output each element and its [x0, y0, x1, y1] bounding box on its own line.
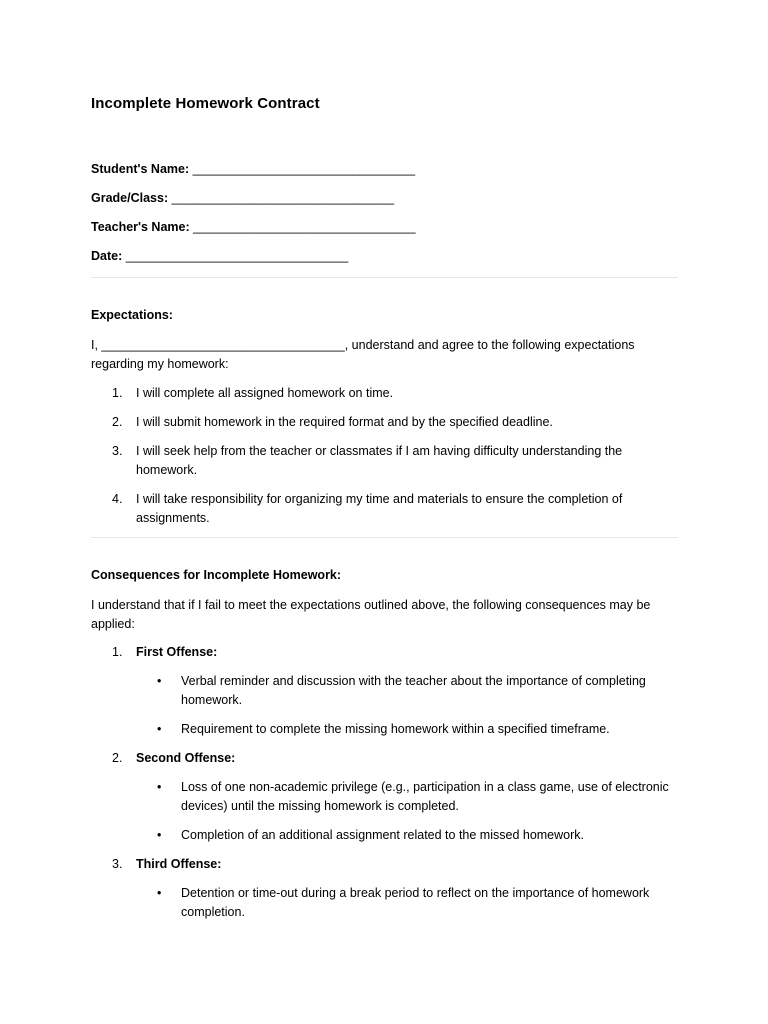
- student-name-field: [91, 162, 415, 176]
- expectation-number: 3.: [112, 444, 123, 458]
- date-field: [91, 249, 348, 263]
- teacher-name-blank: ________________________________: [193, 220, 416, 234]
- offense-label: Second Offense:: [136, 751, 236, 765]
- consequence-text-cont: devices) until the missing homework is completed.: [181, 799, 459, 813]
- offense-number: 3.: [112, 857, 123, 871]
- expectation-text: I will complete all assigned homework on time.: [136, 386, 394, 400]
- grade-class-label: Grade/Class:: [91, 191, 169, 205]
- date-label: Date:: [91, 249, 123, 263]
- consequence-text: Detention or time-out during a break period to reflect on the importance of homework: [181, 886, 650, 900]
- consequences-intro: [91, 596, 651, 634]
- consequence-text: Completion of an additional assignment related to the missed homework.: [181, 828, 584, 842]
- consequences-heading: Consequences for Incomplete Homework:: [91, 568, 342, 582]
- expectations-intro: [91, 336, 651, 374]
- grade-class-blank: ________________________________: [171, 191, 395, 205]
- expectations-intro-line1: I, ___________________________________, understand and agree to the following expectations: [91, 338, 635, 352]
- consequences-intro-line1: I understand that if I fail to meet the expectations outlined above, the following consequences may be: [91, 598, 651, 612]
- teacher-name-label: Teacher's Name:: [91, 220, 190, 234]
- bullet-icon: •: [157, 828, 162, 842]
- expectation-text-cont: homework.: [136, 463, 198, 477]
- consequence-text-cont: homework.: [181, 693, 243, 707]
- student-name-blank: ________________________________: [192, 162, 416, 176]
- expectations-heading: Expectations:: [91, 308, 173, 322]
- expectation-text: I will seek help from the teacher or classmates if I am having difficulty understanding the: [136, 444, 623, 458]
- bullet-icon: •: [157, 780, 162, 794]
- consequences-intro-line2: applied:: [91, 617, 135, 631]
- expectation-number: 1.: [112, 386, 123, 400]
- offense-label: First Offense:: [136, 645, 218, 659]
- bullet-icon: •: [157, 722, 162, 736]
- expectations-intro-line2: regarding my homework:: [91, 357, 229, 371]
- offense-number: 1.: [112, 645, 123, 659]
- expectation-number: 4.: [112, 492, 123, 506]
- expectation-text-cont: assignments.: [136, 511, 210, 525]
- teacher-name-field: [91, 220, 416, 234]
- bullet-icon: •: [157, 674, 162, 688]
- consequence-text: Requirement to complete the missing homework within a specified timeframe.: [181, 722, 610, 736]
- date-blank: ________________________________: [125, 249, 349, 263]
- expectation-number: 2.: [112, 415, 123, 429]
- expectation-text: I will take responsibility for organizing my time and materials to ensure the completion of: [136, 492, 623, 506]
- section-divider: [91, 537, 678, 538]
- section-divider: [91, 277, 678, 278]
- offense-number: 2.: [112, 751, 123, 765]
- consequence-text: Verbal reminder and discussion with the teacher about the importance of completing: [181, 674, 646, 688]
- grade-class-field: [91, 191, 394, 205]
- expectation-text: I will submit homework in the required format and by the specified deadline.: [136, 415, 553, 429]
- consequence-text: Loss of one non-academic privilege (e.g., participation in a class game, use of electronic: [181, 780, 669, 794]
- bullet-icon: •: [157, 886, 162, 900]
- student-name-label: Student's Name:: [91, 162, 190, 176]
- document-title: Incomplete Homework Contract: [91, 95, 320, 112]
- offense-label: Third Offense:: [136, 857, 222, 871]
- consequence-text-cont: completion.: [181, 905, 245, 919]
